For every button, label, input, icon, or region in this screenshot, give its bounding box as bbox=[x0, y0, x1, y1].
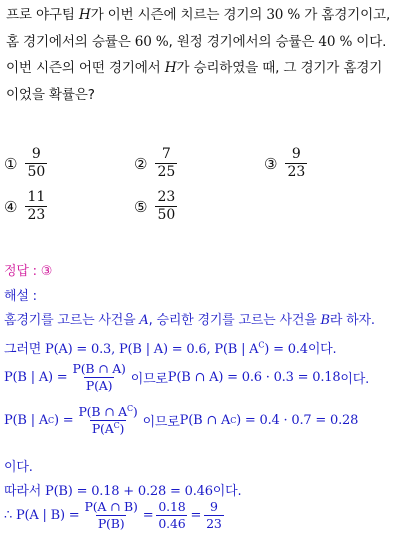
question-text bbox=[6, 2, 398, 108]
choice-fraction bbox=[25, 147, 47, 181]
question-line-4 bbox=[6, 82, 398, 109]
solution-line-2 bbox=[4, 338, 398, 357]
bayes-fraction bbox=[83, 500, 140, 531]
text: 가 홈경기이고, bbox=[300, 7, 391, 23]
denominator: 23 bbox=[206, 515, 222, 531]
conditional-lhs: P(B | A bbox=[4, 412, 49, 428]
result-fraction bbox=[204, 500, 224, 531]
conditional-lhs: ) = bbox=[53, 412, 74, 428]
question-line-3 bbox=[6, 55, 398, 82]
text: 가 승리하였을 때, 그 경기가 홈경기 bbox=[176, 60, 383, 76]
text: ) bbox=[132, 404, 138, 420]
denominator: 25 bbox=[157, 164, 176, 181]
probabilities: ) = 0.4 bbox=[264, 342, 308, 357]
denominator: P(B) bbox=[97, 515, 125, 531]
text: 이다. bbox=[307, 342, 337, 357]
choice-number: ③ bbox=[264, 154, 278, 173]
numerator: 9 bbox=[31, 146, 41, 162]
choice-fraction bbox=[285, 147, 307, 181]
complement-sup: C bbox=[230, 415, 237, 425]
computation: P(B ∩ A) = 0.6 · 0.3 = 0.18 bbox=[167, 369, 341, 385]
solution-line-7 bbox=[4, 500, 398, 531]
text: , 승리한 경기를 고르는 사건을 bbox=[148, 313, 321, 328]
total-probability: P(B) = 0.18 + 0.28 = 0.46 bbox=[45, 484, 213, 499]
complement-sup: C bbox=[48, 415, 54, 425]
choice-3[interactable] bbox=[264, 147, 307, 181]
denominator: 50 bbox=[27, 164, 46, 181]
denominator: 50 bbox=[157, 207, 176, 224]
text: 이번 시즌의 어떤 경기에서 bbox=[6, 60, 165, 76]
choice-number: ② bbox=[134, 154, 148, 173]
choice-5[interactable] bbox=[134, 190, 177, 224]
denominator: 23 bbox=[287, 164, 306, 181]
conditional-fraction bbox=[76, 405, 139, 436]
probabilities: P(A) = 0.3, P(B | A) = 0.6, P(B | A bbox=[45, 342, 259, 357]
home-game-percent: 30 % bbox=[266, 7, 301, 23]
computation: P(B ∩ A bbox=[179, 412, 231, 428]
complement-sup: C bbox=[126, 404, 133, 413]
choice-fraction bbox=[155, 147, 177, 181]
text: 이므로 bbox=[130, 371, 168, 387]
denominator bbox=[90, 420, 126, 436]
text: 따라서 bbox=[4, 484, 46, 499]
equals-sign: = bbox=[142, 507, 154, 523]
choice-fraction bbox=[25, 190, 47, 224]
choice-1[interactable] bbox=[4, 147, 47, 181]
numerator: 7 bbox=[161, 146, 171, 162]
choice-number: ① bbox=[4, 154, 18, 173]
text: 이다. bbox=[212, 484, 242, 499]
text: 이었을 확률은? bbox=[6, 86, 95, 103]
computation: ) = 0.4 · 0.7 = 0.28 bbox=[236, 412, 359, 428]
numerator: 9 bbox=[291, 146, 301, 162]
event-a: A bbox=[139, 313, 149, 328]
text: P(B ∩ A bbox=[78, 404, 127, 420]
home-win-percent: 60 % bbox=[134, 33, 169, 50]
conditional-fraction bbox=[71, 362, 128, 393]
team-variable: H bbox=[164, 60, 177, 76]
equals-sign: = bbox=[190, 507, 202, 523]
team-variable: H bbox=[78, 7, 91, 23]
solution-line-1 bbox=[4, 309, 398, 328]
denominator: 0.46 bbox=[158, 515, 186, 531]
choice-number: ④ bbox=[4, 197, 18, 216]
numerator: 0.18 bbox=[158, 499, 186, 514]
numerator bbox=[76, 405, 139, 420]
text: 프로 야구팀 bbox=[6, 7, 79, 23]
choice-number: ⑤ bbox=[134, 197, 148, 216]
text: 홈경기를 고르는 사건을 bbox=[4, 313, 140, 328]
numerator: 23 bbox=[157, 189, 176, 205]
text: 그러면 bbox=[4, 342, 46, 357]
complement-sup: C bbox=[113, 420, 120, 430]
text: 이다. bbox=[352, 33, 387, 50]
text: , 원정 경기에서의 승률은 bbox=[168, 33, 319, 50]
question-line-2 bbox=[6, 29, 398, 56]
question-line-1 bbox=[6, 2, 398, 29]
numerator: 9 bbox=[210, 499, 218, 514]
solution-heading: 해설 : bbox=[4, 289, 37, 304]
numerator: P(B ∩ A) bbox=[72, 361, 126, 376]
text: ) bbox=[119, 421, 125, 437]
answer-line: 정답 : ③ bbox=[4, 264, 53, 279]
text: 이다. bbox=[340, 371, 370, 387]
text: 라 하자. bbox=[329, 313, 375, 328]
text: P(A bbox=[91, 421, 114, 437]
event-b: B bbox=[320, 313, 330, 328]
final-lhs: ∴ P(A | B) = bbox=[4, 507, 80, 523]
numerator: 11 bbox=[27, 189, 46, 205]
solution-line-5: 이다. bbox=[4, 460, 33, 475]
decimal-fraction bbox=[156, 500, 187, 531]
text: 가 이번 시즌에 치르는 경기의 bbox=[90, 7, 267, 23]
solution-line-3 bbox=[4, 362, 398, 393]
away-win-percent: 40 % bbox=[318, 33, 353, 50]
choice-2[interactable] bbox=[134, 147, 177, 181]
text: 이므로 bbox=[142, 414, 180, 430]
conditional-lhs: P(B | A) = bbox=[4, 369, 68, 385]
solution-line-4 bbox=[4, 405, 398, 436]
numerator: P(A ∩ B) bbox=[84, 499, 138, 514]
text: 홈 경기에서의 승률은 bbox=[6, 33, 135, 50]
denominator: P(A) bbox=[85, 377, 113, 393]
complement-sup: C bbox=[258, 340, 265, 350]
choice-fraction bbox=[155, 190, 177, 224]
solution-line-6 bbox=[4, 480, 398, 499]
denominator: 23 bbox=[27, 207, 46, 224]
choice-4[interactable] bbox=[4, 190, 47, 224]
